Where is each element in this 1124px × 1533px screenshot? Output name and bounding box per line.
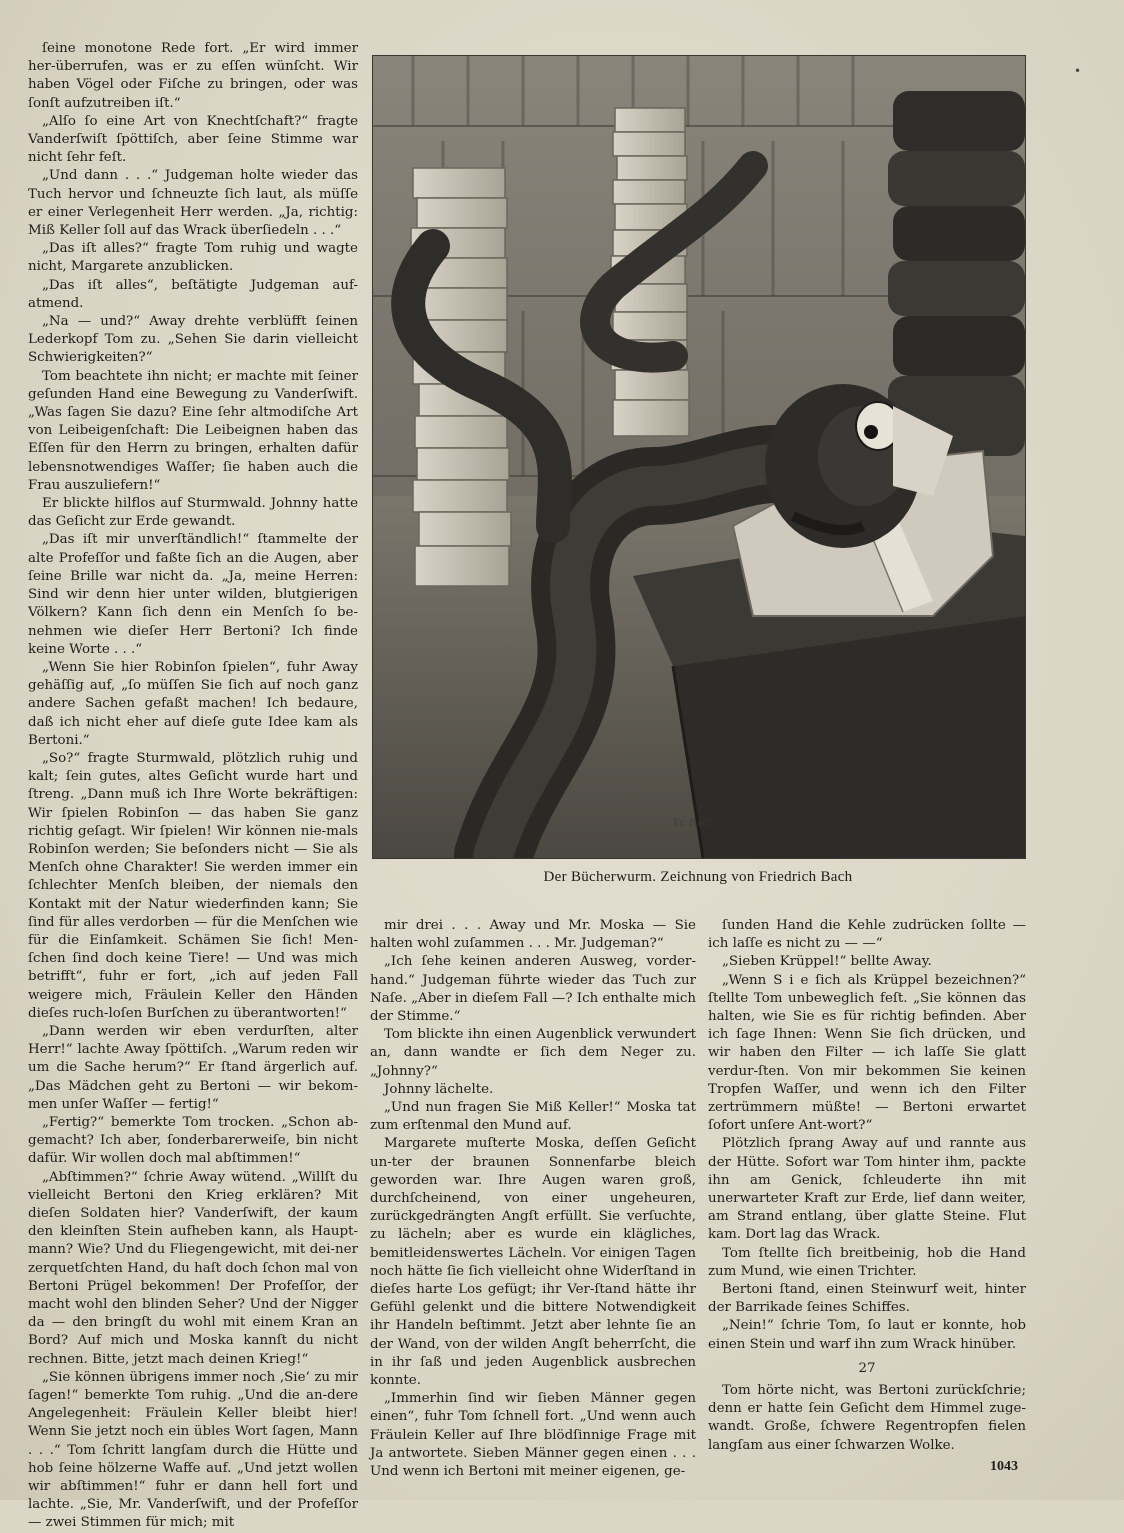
- paragraph: „Das iſt alles“, beſtätigte Judgeman auf-atmend.: [28, 277, 358, 311]
- paragraph: ſeine monotone Rede fort. „Er wird immer her-überrufen, was er zu eſſen wünſcht. Wir haben Vögel oder Fiſche zu bringen, oder was ſonſt aufzutreiben iſt.“: [28, 41, 358, 111]
- illustration-signature: Fr. Bach: [673, 815, 714, 829]
- paragraph: „Dann werden wir eben verdurſten, alter Herr!“ lachte Away ſpöttiſch. „Warum reden wir um die Sache herum?“ Er ſtand ärgerlich auf. „Das Mädchen geht zu Bertoni — wir bekom-men unſer Waſſer — fertig!“: [28, 1023, 358, 1112]
- paragraph: „Das iſt mir unverſtändlich!“ ſtammelte der alte Profeſſor und faßte ſich an die Augen, aber ſeine Brille war nicht da. „Ja, meine Herren: Sind wir denn hier unter wilden, blutgierigen Völkern? Kann ſich denn ein Menſch ſo be-nehmen wie dieſer Herr Bertoni? Ich finde keine Worte . . .“: [28, 532, 358, 657]
- paragraph: „Sie können übrigens immer noch ‚Sie‘ zu mir ſagen!“ bemerkte Tom ruhig. „Und die an-dere Angelegenheit: Fräulein Keller bleibt hier! Wenn Sie jetzt noch ein übles Wort ſagen, Mann . . .“ Tom ſchritt langſam durch die Hütte und hob ſeine hölzerne Waffe auf. „Und jetzt wollen wir abſtimmen!“ fuhr er dann hell fort und lachte. „Sie, Mr. Vanderſwift, und der Profeſſor — zwei Stimmen für mich; mit: [28, 1369, 358, 1531]
- paragraph: Er blickte hilflos auf Sturmwald. Johnny hatte das Geſicht zur Erde gewandt.: [28, 496, 358, 530]
- paragraph: „Und nun fragen Sie Miß Keller!“ Moska tat zum erſtenmal den Mund auf.: [370, 1100, 696, 1134]
- paragraph: „Wenn S i e ſich als Krüppel bezeichnen?“ ſtellte Tom unbeweglich feſt. „Sie können das halten, wie Sie es für richtig befinden. Aber ich ſage Ihnen: Wenn Sie ſich drücken, und wir haben den Filter — ich laſſe Sie glatt verdur-ſten. Von mir bekommen Sie keinen Tropfen Waſſer, und wenn ich den Filter zertrümmern müßte! — Bertoni erwartet ſofort unſere Ant-wort?“: [708, 972, 1026, 1134]
- paragraph: mir drei . . . Away und Mr. Moska — Sie halten wohl zuſammen . . . Mr. Judgeman?“: [370, 918, 696, 952]
- text-column-left: [28, 40, 358, 1533]
- paragraph: Plötzlich ſprang Away auf und rannte aus der Hütte. Sofort war Tom hinter ihm, packte ihn am Genick, ſchleuderte ihn mit unerwarteter Kraft zur Erde, lief dann weiter, am Strand entlang, über glatte Steine. Flut kam. Dort lag das Wrack.: [708, 1136, 1026, 1243]
- paragraph: Tom blickte ihn einen Augenblick verwundert an, dann wandte er ſich dem Neger zu. „Johnny?“: [370, 1027, 696, 1079]
- bookworm-drawing: [373, 56, 1025, 858]
- chapter-number: 27: [858, 1360, 876, 1376]
- paragraph: Tom beachtete ihn nicht; er machte mit ſeiner geſunden Hand eine Bewegung zu Vanderſwift. „Was ſagen Sie dazu? Eine ſehr altmodiſche Art von Leibeigenſchaft: Die Leibeignen haben das Eſſen für den Herrn zu bringen, erhalten dafür lebensnotwendiges Waſſer; ſie haben auch die Frau auszuliefern!“: [28, 368, 358, 493]
- paragraph: „Fertig?“ bemerkte Tom trocken. „Schon ab-gemacht? Ich aber, ſonderbarerweiſe, bin nicht dafür. Wir wollen doch mal abſtimmen!“: [28, 1114, 358, 1167]
- paragraph: „Abſtimmen?“ ſchrie Away wütend. „Willſt du vielleicht Bertoni den Krieg erklären? Mit dieſen Soldaten hier? Vanderſwift, der kaum den kleinſten Stein aufheben kann, als Haupt-mann? Wie? Und du Fliegengewicht, mit dei-ner zerquetſchten Hand, du haſt doch ſchon mal von Bertoni Prügel bekommen! Der Profeſſor, der macht wohl den blinden Seher? Und der Nigger da — den bringſt du wohl mit einem Kran an Bord? Auf mich und Moska kannſt du nicht rechnen. Bitte, jetzt mach deinen Krieg!“: [28, 1169, 358, 1367]
- paragraph: „So?“ fragte Sturmwald, plötzlich ruhig und kalt; ſein gutes, altes Geſicht wurde hart und ſtreng. „Dann muß ich Ihre Worte bekräftigen: Wir ſpielen Robinſon — das haben Sie ganz richtig geſagt. Wir ſpielen! Wir können nie-mals Robinſon werden; Sie beſonders nicht — Sie als Menſch ohne Charakter! Sie werden immer ein ſchlechter Menſch bleiben, der niemals den Kontakt mit der Natur wiederfinden kann; Sie ſind für alles verdorben — für die Menſchen wie für die Einſamkeit. Schämen Sie ſich! Men-ſchen ſind doch keine Tiere! — Und was mich betrifft“, fuhr er fort, „ich auf jeden Fall weigere mich, Fräulein Keller den Händen dieſes ruch-loſen Burſchen zu überantworten!“: [28, 750, 358, 1021]
- paragraph: „Sieben Krüppel!“ bellte Away.: [722, 954, 932, 970]
- page-number: 1043: [990, 1459, 1018, 1474]
- illustration-caption: Der Bücherwurm. Zeichnung von Friedrich Bach: [543, 869, 853, 885]
- paragraph: Bertoni ſtand, einen Steinwurf weit, hinter der Barrikade ſeines Schiffes.: [708, 1282, 1026, 1316]
- text-column-middle: [370, 917, 696, 1481]
- paragraph: Margarete muſterte Moska, deſſen Geſicht un-ter der braunen Sonnenfarbe bleich geworden war. Ihre Augen waren groß, durchſcheinend, von einer ungeheuren, zurückgedrängten Angſt erfüllt. Sie verſuchte, zu lächeln; aber es wurde ein klägliches, bemitleidenswertes Lächeln. Vor einigen Tagen noch hätte ſie ſich vielleicht ohne Widerſtand in dieſes harte Los gefügt; ihr Ver-ſtand hätte ihr Gefühl gelenkt und die bittere Notwendigkeit ihr Handeln beſtimmt. Jetzt aber lehnte ſie an der Wand, von der wilden Angſt beherrſcht, die in ihr ſaß und jeden Augenblick ausbrechen konnte.: [370, 1136, 696, 1389]
- paragraph: „Immerhin ſind wir ſieben Männer gegen einen“, fuhr Tom ſchnell fort. „Und wenn auch Fräulein Keller auf Ihre blödſinnige Frage mit Ja antwortete. Sieben Männer gegen einen . . . Und wenn ich Bertoni mit meiner eigenen, ge-: [370, 1391, 696, 1480]
- paragraph: Johnny lächelte.: [384, 1081, 494, 1097]
- text-column-right: [708, 917, 1026, 1455]
- paragraph: „Nein!“ ſchrie Tom, ſo laut er konnte, hob einen Stein und warf ihn zum Wrack hinüber.: [708, 1318, 1026, 1352]
- paragraph: Tom ſtellte ſich breitbeinig, hob die Hand zum Mund, wie einen Trichter.: [708, 1245, 1026, 1279]
- paragraph: „Na — und?“ Away drehte verblüfft ſeinen Lederkopf Tom zu. „Sehen Sie darin vielleicht Schwierigkeiten?“: [28, 314, 358, 366]
- illustration-bookworm: [372, 55, 1026, 859]
- paragraph: „Ich ſehe keinen anderen Ausweg, vorder-hand.“ Judgeman führte wieder das Tuch zur Naſe. „Aber in dieſem Fall —? Ich enthalte mich der Stimme.“: [370, 954, 696, 1025]
- paragraph: „Und dann . . .“ Judgeman holte wieder das Tuch hervor und ſchneuzte ſich laut, als müſſe er einer Verlegenheit Herr werden. „Ja, richtig: Miß Keller ſoll auf das Wrack überſiedeln . . .“: [28, 168, 358, 239]
- paragraph: Tom hörte nicht, was Bertoni zurückſchrie; denn er hatte ſein Geſicht dem Himmel zuge-wandt. Große, ſchwere Regentropfen fielen langſam aus einer ſchwarzen Wolke.: [708, 1383, 1026, 1453]
- paragraph: „Alſo ſo eine Art von Knechtſchaft?“ fragte Vanderſwiſt ſpöttiſch, aber ſeine Stimme war nicht ſehr feſt.: [28, 113, 358, 166]
- paragraph: „Wenn Sie hier Robinſon ſpielen“, fuhr Away gehäſſig auf, „ſo müſſen Sie ſich auf noch ganz andere Sachen gefaßt machen! Ich bedaure, daß ich nicht eher auf dieſe gute Idee kam als Bertoni.“: [28, 659, 358, 748]
- corner-mark: •: [1074, 64, 1082, 78]
- paragraph: „Das iſt alles?“ fragte Tom ruhig und wagte nicht, Margarete anzublicken.: [28, 241, 358, 275]
- paragraph: ſunden Hand die Kehle zudrücken ſollte — ich laſſe es nicht zu — —“: [708, 918, 1026, 952]
